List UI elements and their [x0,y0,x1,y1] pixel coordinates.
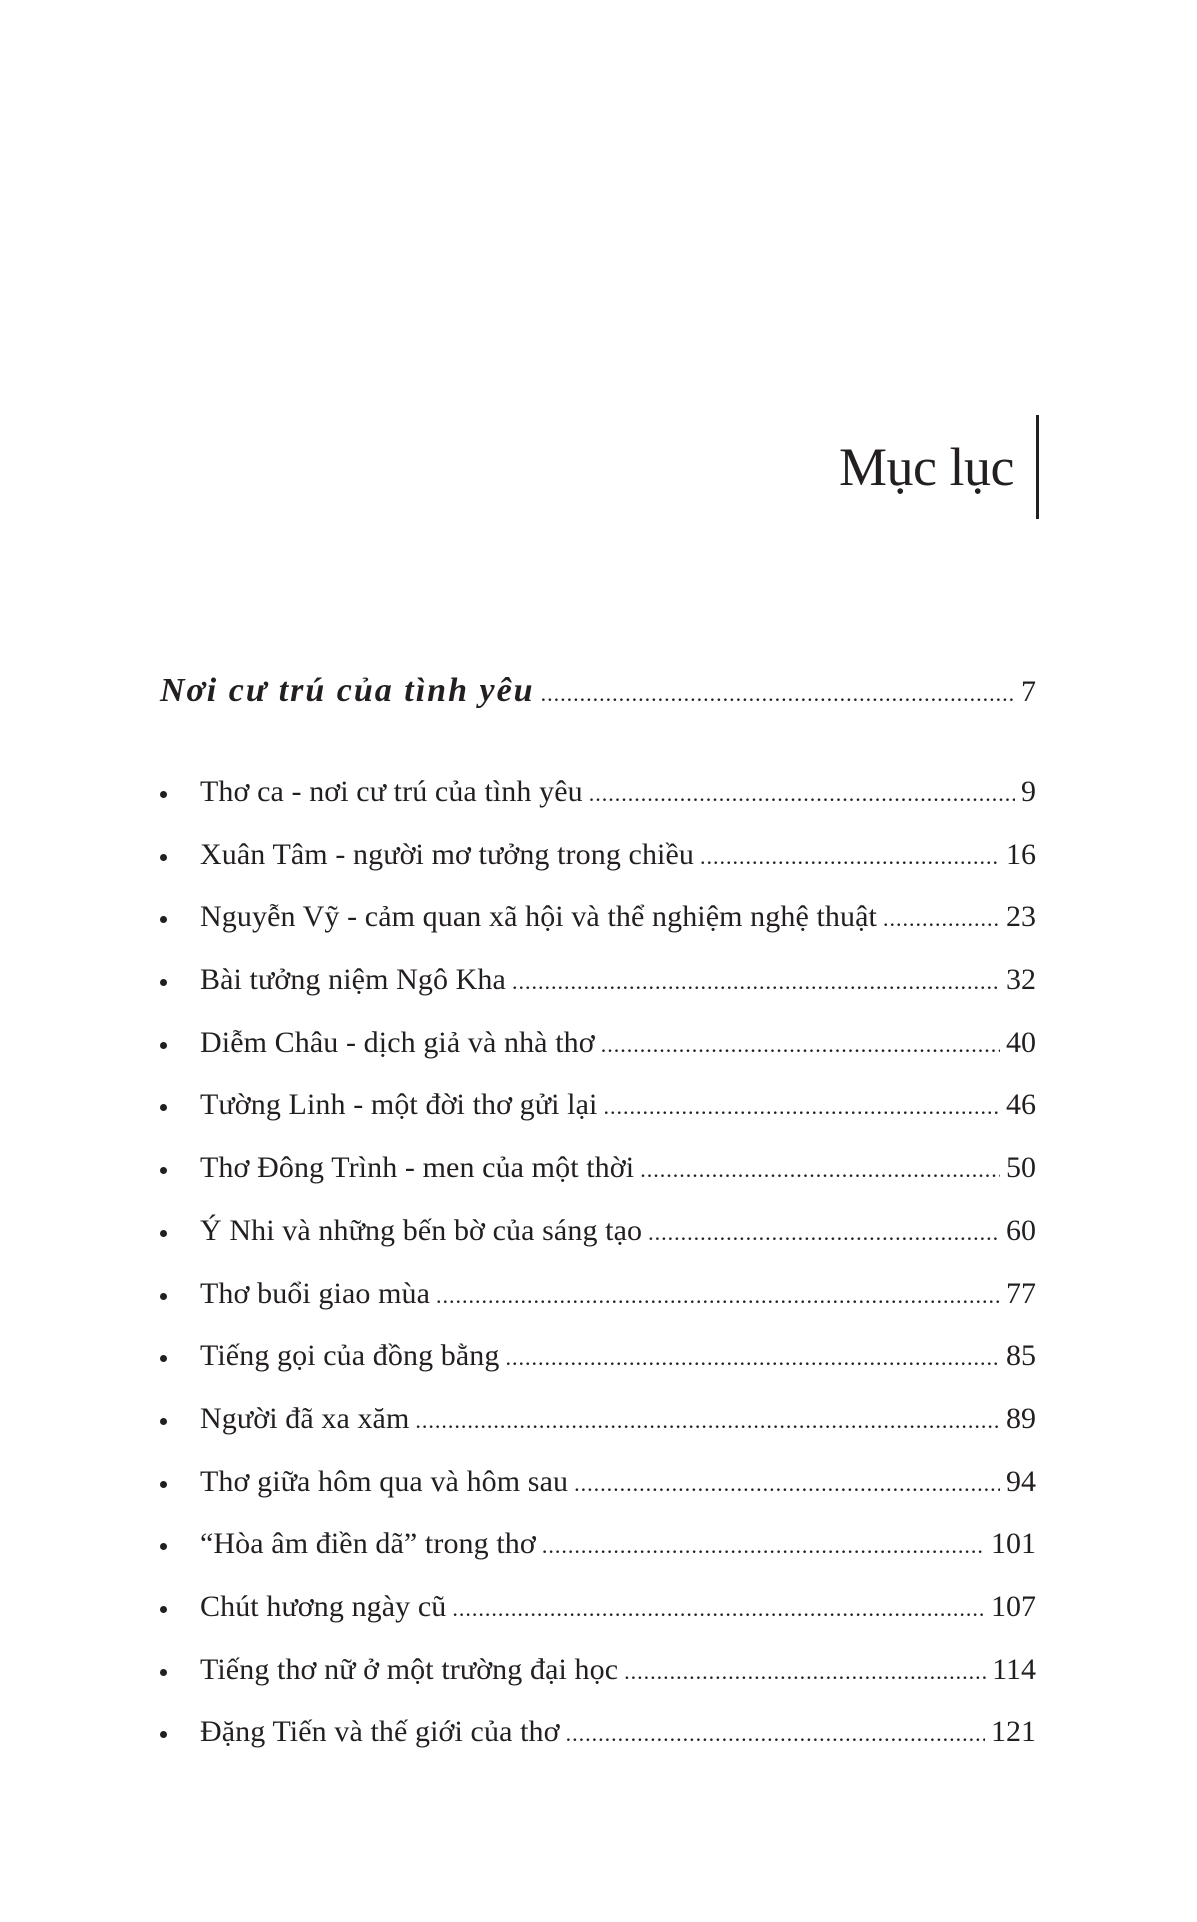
toc-entry [160,1590,1036,1653]
toc-entry [160,1339,1036,1402]
toc-entry-page: 46 [1006,1088,1036,1122]
toc-entry-title: Bài tưởng niệm Ngô Kha [200,963,506,997]
toc-entry-page: 89 [1006,1401,1036,1435]
toc-section-row [160,672,1036,724]
toc-entry-page: 40 [1006,1025,1036,1059]
dot-leader [624,1659,986,1685]
title-vertical-rule [1036,415,1039,519]
toc-entry-title: Tường Linh - một đời thơ gửi lại [200,1088,598,1122]
dot-leader [436,1283,1000,1309]
toc-entry [160,1653,1036,1716]
toc-entry-list [160,775,1036,1778]
toc-entry-title: Nguyễn Vỹ - cảm quan xã hội và thể nghiệm nghệ thuật [200,900,877,934]
dot-leader [589,781,1015,807]
section-page-number: 7 [1021,675,1036,708]
toc-entry-title: Người đã xa xăm [200,1401,410,1435]
toc-entry-title: Đặng Tiến và thế giới của thơ [200,1715,560,1749]
toc-entry-title: Thơ buổi giao mùa [200,1276,431,1310]
toc-entry-title: Tiếng gọi của đồng bằng [200,1339,500,1373]
dot-leader [415,1408,1000,1434]
toc-entry [160,1465,1036,1528]
toc-entry-title: Thơ giữa hôm qua và hôm sau [200,1464,569,1498]
toc-entry-page: 107 [991,1589,1036,1623]
toc-heading [839,415,1039,519]
toc-entry [160,838,1036,901]
toc-entry [160,1402,1036,1465]
toc-entry-title: Chút hương ngày cũ [200,1589,447,1623]
toc-entry-page: 23 [1006,900,1036,934]
toc-entry-title: Thơ ca - nơi cư trú của tình yêu [200,775,583,808]
toc-entry [160,963,1036,1026]
toc-entry-title: “Hòa âm điền dã” trong thơ [200,1527,536,1561]
toc-entry [160,1026,1036,1089]
toc-entry-title: Diễm Châu - dịch giả và nhà thơ [200,1025,595,1059]
toc-entry-page: 32 [1006,963,1036,997]
dot-leader [640,1157,1000,1183]
toc-entry [160,1715,1036,1778]
toc-entry [160,775,1036,838]
dot-leader [542,1533,985,1559]
toc-entry-title: Ý Nhi và những bến bờ của sáng tạo [200,1213,643,1247]
toc-entry-title: Tiếng thơ nữ ở một trường đại học [200,1652,619,1686]
toc-entry-page: 121 [991,1715,1036,1749]
toc-entry-page: 60 [1006,1213,1036,1247]
toc-entry-page: 9 [1021,775,1036,808]
dot-leader [512,969,1000,995]
toc-entry-page: 85 [1006,1339,1036,1373]
dot-leader [883,906,1000,932]
dot-leader [700,844,1000,870]
toc-entry-page: 16 [1006,837,1036,871]
toc-entry-page: 101 [991,1527,1036,1561]
toc-entry-page: 114 [992,1652,1036,1686]
toc-entry [160,1088,1036,1151]
dot-leader [452,1596,985,1622]
toc-entry [160,1151,1036,1214]
toc-entry [160,1214,1036,1277]
toc-entry [160,900,1036,963]
dot-leader [541,681,1015,707]
dot-leader [574,1471,1000,1497]
toc-entry [160,1527,1036,1590]
toc-entry-title: Thơ Đông Trình - men của một thời [200,1151,635,1185]
section-title: Nơi cư trú của tình yêu [160,672,535,709]
dot-leader [603,1094,1000,1120]
toc-entry-title: Xuân Tâm - người mơ tưởng trong chiều [200,837,695,871]
page-title: Mục lục [839,437,1014,497]
toc-entry-page: 50 [1006,1151,1036,1185]
dot-leader [648,1220,1000,1246]
dot-leader [566,1721,985,1747]
toc-entry-page: 77 [1006,1276,1036,1310]
dot-leader [601,1032,1000,1058]
toc-entry-page: 94 [1006,1464,1036,1498]
toc-entry [160,1277,1036,1340]
dot-leader [506,1345,1000,1371]
